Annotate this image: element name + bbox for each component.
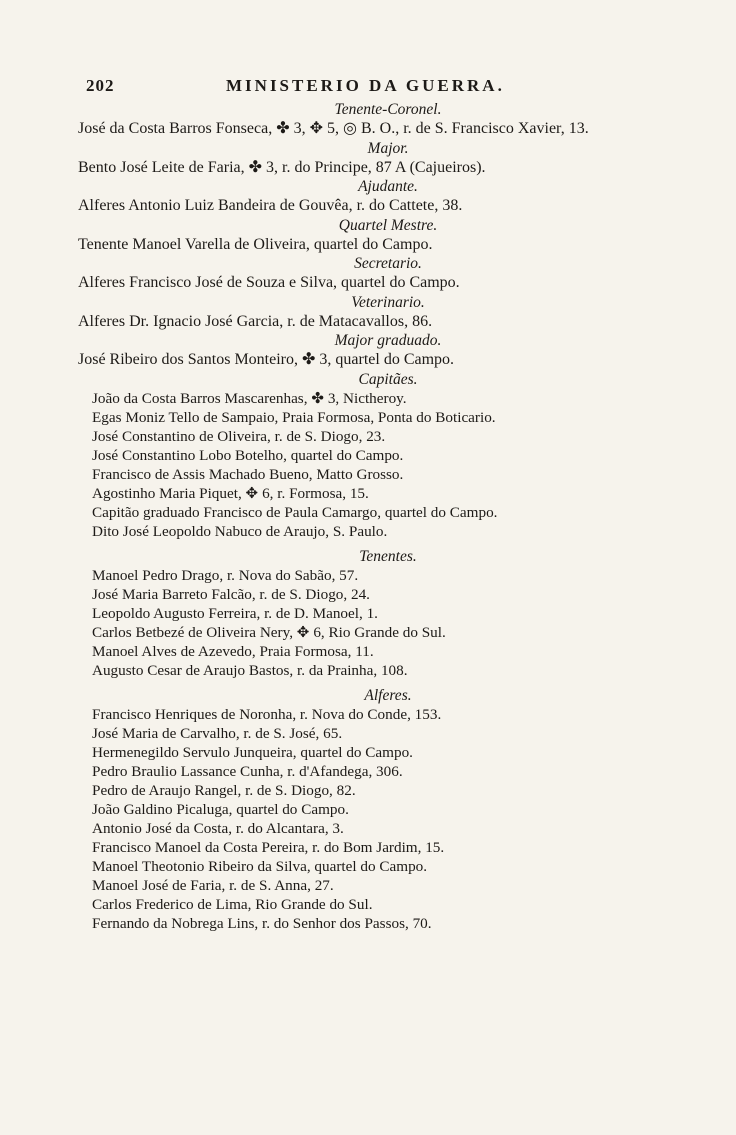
list-item: Alferes Francisco José de Souza e Silva, quartel do Campo.	[78, 274, 460, 291]
list-item: Egas Moniz Tello de Sampaio, Praia Formosa, Ponta do Boticario.	[92, 408, 496, 426]
list-item: Alferes Antonio Luiz Bandeira de Gouvêa, r. do Cattete, 38.	[78, 197, 463, 214]
section-heading: Tenentes.	[359, 547, 417, 565]
section-heading: Ajudante.	[358, 178, 418, 195]
list-item: Leopoldo Augusto Ferreira, r. de D. Manoel, 1.	[92, 604, 378, 622]
section-heading: Tenente-Coronel.	[334, 101, 442, 118]
page-header	[86, 76, 646, 98]
list-item: Manoel José de Faria, r. de S. Anna, 27.	[92, 876, 334, 894]
list-item: José Constantino de Oliveira, r. de S. Diogo, 23.	[92, 427, 386, 445]
list-item: Carlos Frederico de Lima, Rio Grande do Sul.	[92, 895, 373, 913]
list-item: José Maria Barreto Falcão, r. de S. Diogo, 24.	[92, 585, 370, 603]
list-item: Augusto Cesar de Araujo Bastos, r. da Prainha, 108.	[92, 661, 408, 679]
section-heading: Capitães.	[358, 370, 418, 388]
list-item: Hermenegildo Servulo Junqueira, quartel do Campo.	[92, 743, 413, 761]
list-item: Bento José Leite de Faria, ✤ 3, r. do Principe, 87 A (Cajueiros).	[78, 158, 486, 176]
list-item: Capitão graduado Francisco de Paula Camargo, quartel do Campo.	[92, 503, 498, 521]
section-heading: Alferes.	[364, 686, 412, 704]
section-heading: Major.	[367, 139, 409, 157]
list-item: Carlos Betbezé de Oliveira Nery, ✥ 6, Rio Grande do Sul.	[92, 623, 446, 641]
list-item: José Ribeiro dos Santos Monteiro, ✤ 3, quartel do Campo.	[78, 351, 455, 368]
directory-listing	[78, 100, 698, 933]
list-item: Francisco de Assis Machado Bueno, Matto Grosso.	[92, 465, 404, 483]
section-heading: Quartel Mestre.	[338, 216, 438, 234]
list-item: José da Costa Barros Fonseca, ✤ 3, ✥ 5, ◎ B. O., r. de S. Francisco Xavier, 13.	[78, 120, 589, 137]
list-item: Manoel Pedro Drago, r. Nova do Sabão, 57.	[92, 566, 359, 584]
list-item: Pedro de Araujo Rangel, r. de S. Diogo, 82.	[92, 781, 356, 799]
list-item: José Maria de Carvalho, r. de S. José, 65.	[92, 724, 343, 742]
running-title: MINISTERIO DA GUERRA.	[226, 76, 505, 95]
section-heading: Veterinario.	[351, 293, 425, 311]
page-number: 202	[86, 76, 115, 95]
list-item: Alferes Dr. Ignacio José Garcia, r. de Matacavallos, 86.	[78, 312, 433, 330]
list-item: Manoel Theotonio Ribeiro da Silva, quartel do Campo.	[92, 857, 428, 875]
list-item: José Constantino Lobo Botelho, quartel do Campo.	[92, 446, 404, 464]
list-item: João da Costa Barros Mascarenhas, ✤ 3, Nictheroy.	[92, 389, 407, 407]
list-item: Pedro Braulio Lassance Cunha, r. d'Afandega, 306.	[92, 762, 403, 780]
list-item: João Galdino Picaluga, quartel do Campo.	[92, 800, 349, 818]
list-item: Antonio José da Costa, r. do Alcantara, 3.	[92, 819, 344, 837]
list-item: Francisco Henriques de Noronha, r. Nova do Conde, 153.	[92, 705, 442, 723]
section-heading: Secretario.	[354, 255, 422, 272]
list-item: Manoel Alves de Azevedo, Praia Formosa, 11.	[92, 642, 374, 660]
list-item: Francisco Manoel da Costa Pereira, r. do Bom Jardim, 15.	[92, 838, 445, 856]
list-item: Fernando da Nobrega Lins, r. do Senhor dos Passos, 70.	[92, 914, 432, 932]
list-item: Agostinho Maria Piquet, ✥ 6, r. Formosa, 15.	[92, 484, 369, 502]
section-heading: Major graduado.	[334, 332, 442, 349]
list-item: Tenente Manoel Varella de Oliveira, quartel do Campo.	[78, 235, 433, 253]
list-item: Dito José Leopoldo Nabuco de Araujo, S. Paulo.	[92, 522, 388, 540]
